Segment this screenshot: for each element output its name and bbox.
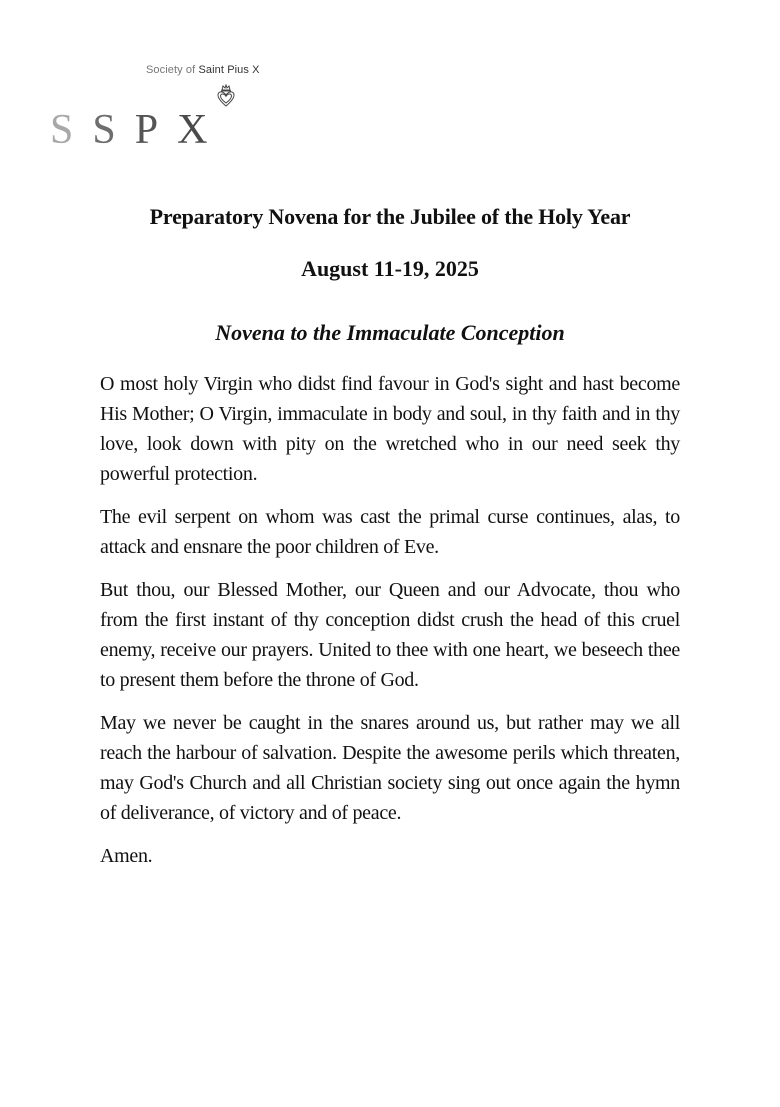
org-name-strong: Saint Pius X [198,64,260,76]
wordmark-letter: X [177,107,227,153]
document-subtitle: Novena to the Immaculate Conception [215,320,565,345]
document-date: August 11-19, 2025 [301,256,479,281]
org-name [146,64,260,76]
document-title: Preparatory Novena for the Jubilee of the Holy Year [149,204,631,229]
org-name-prefix: Society of [146,64,196,76]
wordmark-letter: S [50,107,93,153]
sspx-wordmark [50,106,226,154]
sacred-heart-crest-icon [216,84,236,108]
wordmark-letter: S [92,107,135,153]
prayer-paragraph: The evil serpent on whom was cast the primal curse continues, alas, to attack and ensnare the poor children of Eve. [100,506,680,558]
prayer-paragraph: O most holy Virgin who didst find favour in God's sight and hast become His Mother; O Virgin, immaculate in body and soul, in thy faith and in thy love, look down with pity on the wretched who in our need seek thy powerful protection. [100,373,680,485]
prayer-closing: Amen. [100,845,153,867]
prayer-paragraph: May we never be caught in the snares around us, but rather may we all reach the harbour of salvation. Despite the awesome perils which threaten, may God's Church and all Christian society sing out once again the hymn of deliverance, of victory and of peace. [100,712,680,824]
prayer-paragraph: But thou, our Blessed Mother, our Queen and our Advocate, thou who from the first instant of thy conception didst crush the head of this cruel enemy, receive our prayers. United to thee with one heart, we beseech thee to present them before the throne of God. [100,579,680,691]
sspx-logo [50,60,290,160]
prayer-body [100,369,680,884]
wordmark-letter: P [134,107,178,153]
